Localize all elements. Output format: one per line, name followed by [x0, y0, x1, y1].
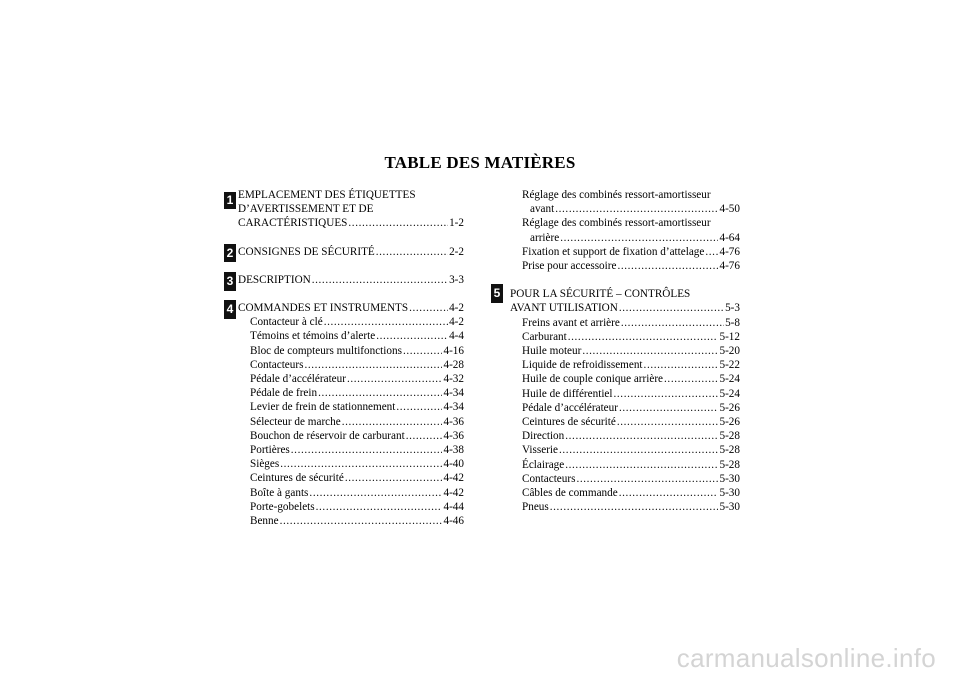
toc-page-number: 4-16: [443, 344, 464, 357]
toc-subentry[interactable]: [510, 401, 740, 415]
watermark: carmanualsonline.info: [676, 643, 936, 673]
toc-subentry[interactable]: [510, 330, 740, 344]
leader-dots: [664, 372, 718, 386]
toc-entry-text: avant: [530, 203, 555, 216]
toc-entry-text: Câbles de commande: [522, 487, 618, 500]
toc-page-number: 4-2: [449, 316, 464, 329]
toc-entry-text: Réglage des combinés ressort-amortisseur: [522, 189, 711, 201]
toc-entry-text: Contacteurs: [250, 358, 304, 371]
toc-page-number: 4-38: [443, 444, 464, 457]
leader-dots: [409, 301, 448, 315]
toc-entry-text: Prise pour accessoire: [522, 260, 617, 273]
leader-dots: [376, 245, 448, 259]
toc-subentry[interactable]: [238, 471, 464, 485]
toc-subentry[interactable]: [510, 245, 740, 259]
toc-subentry[interactable]: [238, 344, 464, 358]
toc-page-number: 1-2: [449, 217, 464, 230]
toc-entry-text: Réglage des combinés ressort-amortisseur: [522, 217, 711, 230]
toc-entry-text: EMPLACEMENT DES ÉTIQUETTES: [238, 189, 416, 201]
toc-page-number: 4-34: [443, 387, 464, 400]
toc-subentry[interactable]: [510, 472, 740, 486]
toc-page-number: 4-50: [719, 203, 740, 216]
toc-page-number: 4-34: [443, 401, 464, 414]
toc-subentry[interactable]: [510, 500, 740, 514]
toc-entry-text: Liquide de refroidissement: [522, 359, 643, 372]
toc-page-number: 5-26: [719, 401, 740, 414]
toc-subentry[interactable]: [510, 316, 740, 330]
toc-entry-text: Sièges: [250, 458, 280, 471]
toc-right-column: [510, 188, 740, 514]
toc-entry-text: Levier de frein de stationnement: [250, 401, 396, 414]
leader-dots: [348, 216, 448, 230]
leader-dots: [347, 372, 443, 386]
leader-dots: [316, 500, 443, 514]
toc-entry-text: Sélecteur de marche: [250, 415, 341, 428]
toc-page-number: 5-28: [719, 430, 740, 443]
toc-subentry[interactable]: [510, 415, 740, 429]
toc-subentry[interactable]: [238, 500, 464, 514]
section-tab-2: 2: [224, 244, 236, 262]
leader-dots: [406, 429, 443, 443]
toc-page-number: 5-30: [719, 501, 740, 514]
toc-entry-text: Pédale d’accélérateur: [522, 401, 618, 414]
toc-entry-text: Visserie: [522, 444, 558, 457]
toc-entry-text: Bouchon de réservoir de carburant: [250, 429, 405, 442]
toc-entry-text: Contacteurs: [522, 472, 576, 485]
toc-page-number: 5-22: [719, 359, 740, 372]
leader-dots: [644, 358, 719, 372]
toc-entry-text: AVANT UTILISATION: [510, 302, 618, 315]
toc-entry-text: DESCRIPTION: [238, 273, 311, 286]
leader-dots: [565, 429, 718, 443]
toc-subentry[interactable]: [238, 358, 464, 372]
toc-page-number: 5-28: [719, 458, 740, 471]
toc-page-number: 4-32: [443, 373, 464, 386]
leader-dots: [291, 443, 443, 457]
leader-dots: [619, 301, 724, 315]
toc-page-number: 5-20: [719, 345, 740, 358]
toc-section-2[interactable]: [238, 245, 464, 259]
toc-section-1[interactable]: [238, 188, 464, 231]
toc-entry-text: Ceintures de sécurité: [522, 416, 616, 429]
toc-entry-text: Porte-gobelets: [250, 500, 315, 513]
toc-subentry[interactable]: [238, 486, 464, 500]
leader-dots: [621, 316, 724, 330]
leader-dots: [559, 443, 718, 457]
toc-section-3[interactable]: [238, 273, 464, 287]
toc-subentry[interactable]: [510, 486, 740, 500]
toc-page-number: 3-3: [449, 273, 464, 286]
toc-page-number: 5-28: [719, 444, 740, 457]
section-tab-3: 3: [224, 272, 236, 291]
toc-entry-text: CARACTÉRISTIQUES: [238, 217, 348, 230]
toc-subentry[interactable]: [238, 372, 464, 386]
toc-subentry[interactable]: [510, 358, 740, 372]
toc-subentries-5: [510, 316, 740, 515]
toc-subentries-4: [238, 315, 464, 528]
toc-subentry[interactable]: [238, 315, 464, 329]
toc-entry-text: COMMANDES ET INSTRUMENTS: [238, 302, 409, 315]
toc-entry-text: POUR LA SÉCURITÉ – CONTRÔLES: [510, 288, 691, 301]
toc-subentry[interactable]: [238, 429, 464, 443]
toc-page-number: 4-36: [443, 429, 464, 442]
section-tab-5: 5: [491, 284, 503, 303]
leader-dots: [318, 386, 442, 400]
toc-page-number: 2-2: [449, 245, 464, 258]
toc-subentry[interactable]: [238, 400, 464, 414]
leader-dots: [403, 344, 443, 358]
toc-entry-text: Pneus: [522, 501, 549, 514]
toc-entry-text: Pédale d’accélérateur: [250, 373, 346, 386]
toc-subentry[interactable]: [510, 387, 740, 401]
toc-left-column: [238, 188, 464, 528]
toc-entry-text: CONSIGNES DE SÉCURITÉ: [238, 245, 375, 258]
toc-subentry[interactable]: [510, 372, 740, 386]
leader-dots: [342, 415, 443, 429]
toc-entry-text: Benne: [250, 515, 279, 528]
toc-subentry[interactable]: [238, 514, 464, 528]
toc-subentry[interactable]: [238, 329, 464, 343]
toc-entry-text: Bloc de compteurs multifonctions: [250, 344, 402, 357]
leader-dots: [617, 415, 719, 429]
toc-subentry[interactable]: [238, 415, 464, 429]
section-tab-4: 4: [224, 300, 236, 319]
toc-entry-text: Portières: [250, 444, 290, 457]
toc-entry-text: Pédale de frein: [250, 387, 318, 400]
toc-subentry[interactable]: [510, 344, 740, 358]
leader-dots: [576, 472, 718, 486]
toc-page-number: 4-76: [719, 260, 740, 273]
toc-subentry[interactable]: [510, 443, 740, 457]
leader-dots: [565, 458, 718, 472]
toc-section-4[interactable]: [238, 301, 464, 315]
toc-page-number: 5-26: [719, 416, 740, 429]
toc-subentry[interactable]: [510, 216, 740, 244]
leader-dots: [309, 486, 442, 500]
toc-page-number: 5-30: [719, 472, 740, 485]
toc-page-number: 4-44: [443, 500, 464, 513]
toc-page-number: 4-4: [449, 330, 464, 343]
toc-page-number: 4-42: [443, 486, 464, 499]
toc-page-number: 5-30: [719, 487, 740, 500]
toc-subentry[interactable]: [510, 259, 740, 273]
toc-entry-text: Huile de couple conique arrière: [522, 373, 664, 386]
toc-page-number: 5-8: [725, 316, 740, 329]
section-tab-1: 1: [224, 192, 236, 209]
leader-dots: [568, 330, 719, 344]
toc-subentry[interactable]: [510, 458, 740, 472]
toc-section-5[interactable]: [510, 287, 740, 315]
toc-entry-text: D’AVERTISSEMENT ET DE: [238, 203, 374, 216]
leader-dots: [324, 315, 448, 329]
toc-subentry[interactable]: [238, 443, 464, 457]
toc-entry-text: arrière: [530, 231, 560, 244]
toc-subentry[interactable]: [238, 457, 464, 471]
leader-dots: [280, 457, 442, 471]
toc-entry-text: Freins avant et arrière: [522, 316, 620, 329]
toc-entry-text: Éclairage: [522, 458, 565, 471]
toc-entry-text: Huile moteur: [522, 345, 582, 358]
leader-dots: [617, 259, 718, 273]
toc-page-number: 4-42: [443, 472, 464, 485]
leader-dots: [619, 401, 719, 415]
page-title: TABLE DES MATIÈRES: [384, 153, 576, 172]
leader-dots: [619, 486, 719, 500]
toc-entry-text: Boîte à gants: [250, 486, 309, 499]
leader-dots: [376, 329, 448, 343]
toc-entry-text: Carburant: [522, 330, 567, 343]
toc-page-number: 4-64: [719, 231, 740, 244]
toc-entry-text: Contacteur à clé: [250, 316, 323, 329]
toc-subentry[interactable]: [238, 386, 464, 400]
leader-dots: [550, 500, 719, 514]
toc-page-number: 5-24: [719, 373, 740, 386]
toc-subentry[interactable]: [510, 429, 740, 443]
toc-entry-text: Fixation et support de fixation d’attelage: [522, 245, 705, 258]
toc-page-number: 4-46: [443, 515, 464, 528]
toc-page-number: 5-24: [719, 387, 740, 400]
leader-dots: [345, 471, 443, 485]
toc-page-number: 5-12: [719, 330, 740, 343]
toc-page-number: 4-36: [443, 415, 464, 428]
leader-dots: [560, 231, 718, 245]
toc-page-number: 4-2: [449, 302, 464, 315]
leader-dots: [280, 514, 443, 528]
toc-entry-text: Ceintures de sécurité: [250, 472, 344, 485]
leader-dots: [396, 400, 442, 414]
leader-dots: [304, 358, 442, 372]
toc-page-number: 4-76: [719, 245, 740, 258]
leader-dots: [555, 202, 718, 216]
leader-dots: [705, 245, 718, 259]
toc-entry-text: Témoins et témoins d’alerte: [250, 330, 376, 343]
toc-subentry[interactable]: [510, 188, 740, 216]
leader-dots: [614, 387, 719, 401]
toc-entry-text: Huile de différentiel: [522, 387, 613, 400]
toc-page-number: 4-40: [443, 458, 464, 471]
leader-dots: [582, 344, 718, 358]
toc-page-number: 4-28: [443, 358, 464, 371]
toc-entry-text: Direction: [522, 430, 565, 443]
toc-page-number: 5-3: [725, 302, 740, 315]
leader-dots: [312, 273, 448, 287]
